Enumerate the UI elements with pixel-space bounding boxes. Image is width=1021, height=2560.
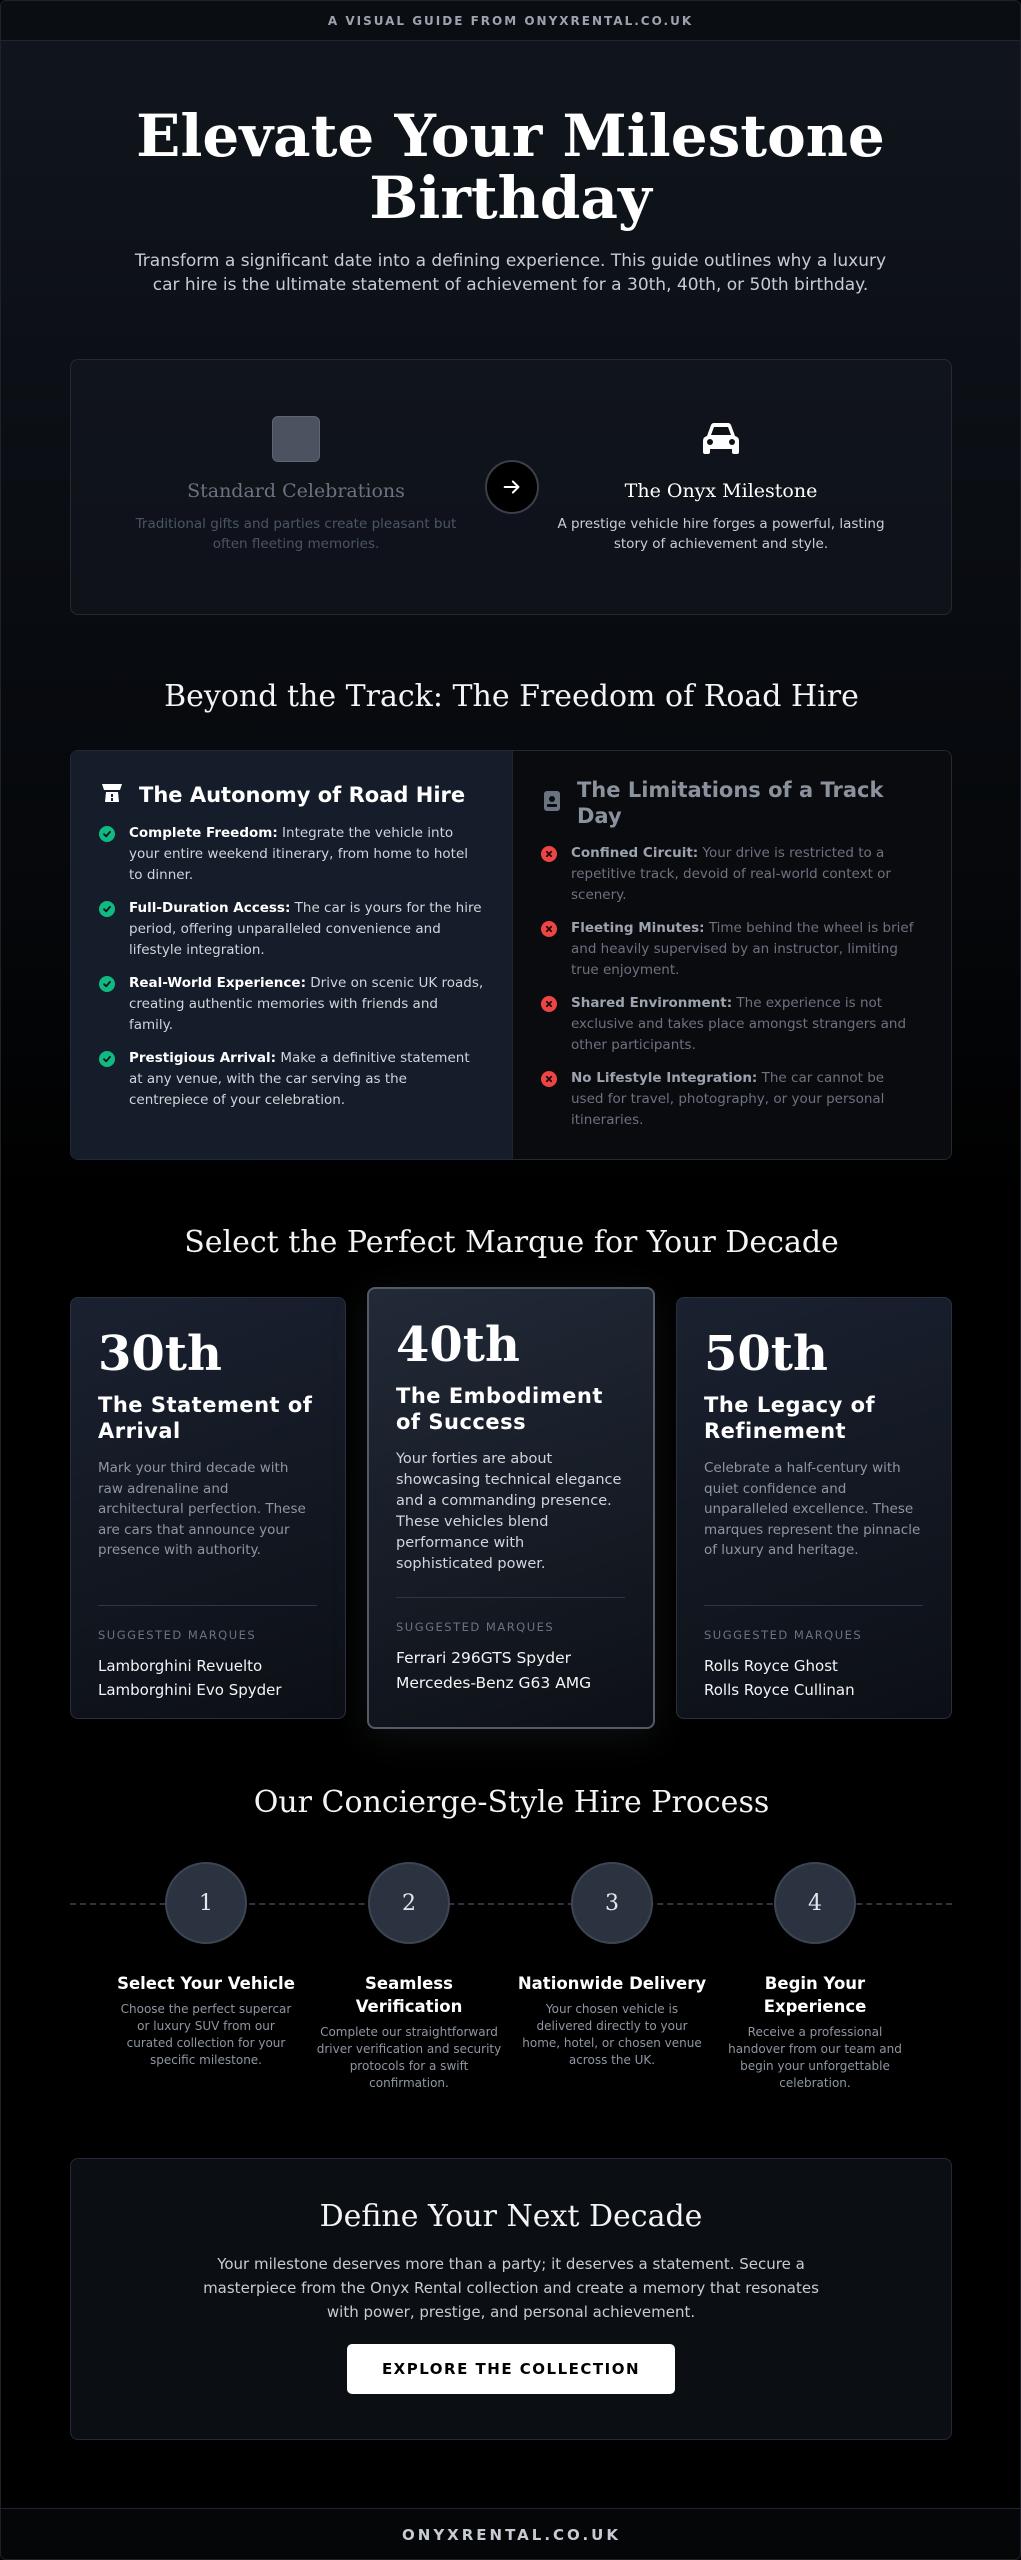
explore-collection-button[interactable]: EXPLORE THE COLLECTION: [347, 2344, 675, 2394]
hero-section: [1, 41, 1020, 297]
marque-list: [98, 1654, 317, 1702]
item-label: Fleeting Minutes:: [570, 920, 705, 936]
suggested-label: SUGGESTED MARQUES: [704, 1627, 863, 1642]
limitation-item: [541, 843, 915, 906]
autonomy-item: [99, 973, 484, 1036]
decade-number: 50th: [704, 1326, 828, 1382]
check-circle-icon: [99, 1051, 115, 1067]
onyx-title: The Onyx Milestone: [624, 480, 818, 502]
cta-text: Your milestone deserves more than a party; it deserves a statement. Secure a masterpiece from the Onyx Rental collection and create a memory that resonates with power, prestige, and personal achievement.: [203, 2255, 819, 2321]
decade-description: Mark your third decade with raw adrenaline and architectural perfection. These are cars that announce your presence with authority.: [98, 1460, 306, 1558]
marque-item: Mercedes-Benz G63 AMG: [396, 1674, 592, 1692]
autonomy-item: [99, 823, 484, 886]
item-label: Shared Environment:: [570, 995, 733, 1011]
cta-title: Define Your Next Decade: [319, 2199, 703, 2234]
process-step-2: [309, 1862, 509, 2092]
item-text: [571, 993, 915, 1056]
item-description: Make a definitive statement at any venue, with the car serving as the centrepiece of your celebration.: [129, 1050, 470, 1108]
limitation-item: [541, 918, 915, 981]
standard-text: Traditional gifts and parties create pleasant but often fleeting memories.: [135, 516, 457, 552]
item-text: [571, 843, 915, 906]
track-icon: [541, 789, 563, 817]
item-description: Your drive is restricted to a repetitive track, devoid of real-world context or scenery.: [570, 845, 891, 903]
car-icon: [697, 416, 745, 462]
hero-title: Elevate Your Milestone Birthday: [136, 102, 885, 232]
cta-panel: [70, 2158, 952, 2440]
marque-item: Ferrari 296GTS Spyder: [396, 1649, 572, 1667]
check-circle-icon: [99, 826, 115, 842]
marque-list: [396, 1646, 625, 1696]
step-text: Your chosen vehicle is delivered directly to your home, hotel, or chosen venue across the UK.: [522, 2002, 702, 2067]
item-text: [129, 898, 484, 961]
item-text: [571, 1068, 915, 1131]
autonomy-header: [99, 781, 484, 809]
item-label: Prestigious Arrival:: [129, 1050, 277, 1066]
check-circle-icon: [99, 976, 115, 992]
divider: [396, 1597, 625, 1598]
marque-list: [704, 1654, 923, 1702]
item-label: Confined Circuit:: [570, 845, 699, 861]
step-title: Select Your Vehicle: [117, 1974, 295, 1993]
step-text: Receive a professional handover from our team and begin your unforgettable celebration.: [728, 2025, 902, 2090]
step-title: Begin Your Experience: [763, 1974, 867, 2016]
suggested-label: SUGGESTED MARQUES: [98, 1627, 257, 1642]
item-description: Time behind the wheel is brief and heavily supervised by an instructor, limiting true enjoyment.: [570, 920, 914, 978]
limitation-item: [541, 993, 915, 1056]
gift-box-icon: [272, 416, 320, 462]
autonomy-item: [99, 1048, 484, 1111]
road-vs-track-panel: [70, 750, 952, 1160]
hero-subtitle: Transform a significant date into a defining experience. This guide outlines why a luxury car hire is the ultimate statement of achievement for a 30th, 40th, or 50th birthday.: [134, 251, 887, 295]
process-step-1: [106, 1862, 306, 2069]
item-label: Real-World Experience:: [129, 975, 306, 991]
item-text: [571, 918, 915, 981]
item-label: Full-Duration Access:: [129, 900, 291, 916]
decade-number: 30th: [98, 1326, 222, 1382]
arrow-right-icon: [485, 460, 539, 514]
item-description: Drive on scenic UK roads, creating authentic memories with friends and family.: [129, 975, 484, 1033]
freedom-section-title: Beyond the Track: The Freedom of Road Hire: [164, 679, 859, 714]
process-section-title: Our Concierge-Style Hire Process: [253, 1785, 770, 1820]
divider: [704, 1605, 923, 1606]
road-icon: [99, 781, 125, 809]
check-circle-icon: [99, 901, 115, 917]
autonomy-column: [71, 751, 512, 1159]
decade-number: 40th: [396, 1317, 520, 1373]
decade-card-40th[interactable]: [367, 1287, 655, 1729]
marque-item: Lamborghini Revuelto: [98, 1656, 263, 1675]
autonomy-title: The Autonomy of Road Hire: [139, 783, 466, 807]
x-circle-icon: [541, 1071, 557, 1087]
item-description: The experience is not exclusive and takes place amongst strangers and other participants.: [570, 995, 907, 1053]
step-number: 3: [571, 1862, 653, 1944]
decade-card-30th[interactable]: [70, 1297, 346, 1719]
step-text: Choose the perfect supercar or luxury SUV from our curated collection for your specific milestone.: [120, 2002, 292, 2067]
limitations-list: [541, 843, 915, 1131]
step-text: Complete our straightforward driver verification and security protocols for a swift confirmation.: [316, 2025, 502, 2090]
decade-title: The Embodiment of Success: [396, 1384, 603, 1434]
limitations-header: [541, 777, 915, 829]
onyx-text: A prestige vehicle hire forges a powerful, lasting story of achievement and style.: [557, 516, 885, 552]
item-description: Integrate the vehicle into your entire weekend itinerary, from home to hotel to dinner.: [129, 825, 468, 883]
decade-description: Celebrate a half-century with quiet confidence and unparalleled excellence. These marques represent the pinnacle of luxury and heritage.: [704, 1460, 921, 1558]
marque-item: Rolls Royce Ghost: [704, 1656, 838, 1675]
top-banner: A VISUAL GUIDE FROM ONYXRENTAL.CO.UK: [1, 1, 1020, 41]
decade-description: Your forties are about showcasing technical elegance and a commanding presence. These vehicles blend performance with sophisticated power.: [396, 1451, 622, 1572]
marque-item: Lamborghini Evo Spyder: [98, 1680, 282, 1699]
item-text: [129, 1048, 484, 1111]
comparison-panel: [70, 359, 952, 615]
step-title: Seamless Verification: [355, 1974, 463, 2016]
item-label: Complete Freedom:: [129, 825, 278, 841]
step-number: 2: [368, 1862, 450, 1944]
decade-card-50th[interactable]: [676, 1297, 952, 1719]
x-circle-icon: [541, 846, 557, 862]
marques-section-title: Select the Perfect Marque for Your Decade: [184, 1225, 839, 1260]
standard-title: Standard Celebrations: [187, 480, 405, 502]
item-description: The car is yours for the hire period, offering unparalleled convenience and lifestyle integration.: [129, 900, 482, 958]
onyx-milestone: [551, 416, 891, 554]
item-text: [129, 973, 484, 1036]
process-step-3: [512, 1862, 712, 2069]
item-text: [129, 823, 484, 886]
limitations-column: [512, 751, 951, 1159]
suggested-label: SUGGESTED MARQUES: [396, 1620, 555, 1634]
limitation-item: [541, 1068, 915, 1131]
footer-domain: ONYXRENTAL.CO.UK: [1, 2508, 1021, 2560]
decade-title: The Legacy of Refinement: [704, 1393, 876, 1443]
autonomy-list: [99, 823, 484, 1111]
x-circle-icon: [541, 996, 557, 1012]
process-step-4: [715, 1862, 915, 2092]
x-circle-icon: [541, 921, 557, 937]
step-number: 4: [774, 1862, 856, 1944]
step-number: 1: [165, 1862, 247, 1944]
limitations-title: The Limitations of a Track Day: [576, 778, 884, 828]
step-title: Nationwide Delivery: [517, 1974, 707, 1993]
item-label: No Lifestyle Integration:: [570, 1070, 758, 1086]
decade-title: The Statement of Arrival: [98, 1393, 313, 1443]
marque-item: Rolls Royce Cullinan: [704, 1680, 855, 1699]
standard-celebrations: [126, 416, 466, 554]
divider: [98, 1605, 317, 1606]
item-description: The car cannot be used for travel, photography, or your personal itineraries.: [570, 1070, 885, 1128]
autonomy-item: [99, 898, 484, 961]
